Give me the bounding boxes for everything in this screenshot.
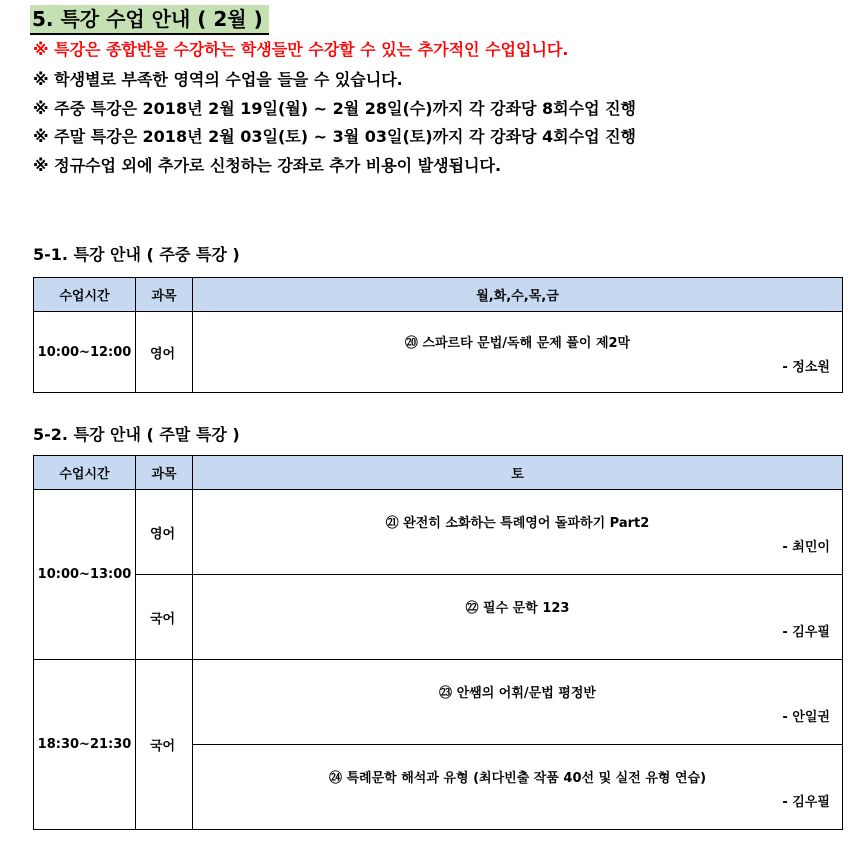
weekday-heading: 5-1. 특강 안내 ( 주중 특강 ) [33,245,240,264]
class-subject: 국어 [136,575,193,660]
course-cell [193,575,843,660]
notice-eligibility: ※ 특강은 종합반을 수강하는 학생들만 수강할 수 있는 추가적인 수업입니다. [33,40,569,59]
class-subject: 영어 [136,490,193,575]
class-time: 18:30~21:30 [34,660,136,830]
header-subject: 과목 [136,456,193,490]
course-title: ㉓ 안쌤의 어휘/문법 평정반 [439,686,596,701]
course-cell [193,312,843,393]
teacher-name: - 정소원 [782,360,830,375]
teacher-name: - 안일권 [782,710,830,725]
notice-extra-cost: ※ 정규수업 외에 추가로 신청하는 강좌로 추가 비용이 발생됩니다. [33,156,502,175]
weekend-heading: 5-2. 특강 안내 ( 주말 특강 ) [33,425,240,444]
header-days: 토 [193,456,843,490]
table-row [34,660,843,745]
page-title: 5. 특강 수업 안내 ( 2월 ) [30,5,269,35]
course-cell [193,660,843,745]
notice-weak-areas: ※ 학생별로 부족한 영역의 수업을 들을 수 있습니다. [33,70,403,89]
course-title: ㉒ 필수 문학 123 [465,601,570,616]
course-title: ㉑ 완전히 소화하는 특례영어 돌파하기 Part2 [385,516,650,531]
course-title: ⑳ 스파르타 문법/독해 문제 풀이 제2막 [404,336,631,351]
course-cell [193,745,843,830]
header-subject: 과목 [136,278,193,312]
class-subject: 영어 [136,312,193,393]
class-time: 10:00~13:00 [34,490,136,660]
class-time: 10:00~12:00 [34,312,136,393]
table-header-row [34,278,843,312]
table-header-row [34,456,843,490]
weekend-schedule-table [33,455,843,830]
teacher-name: - 최민이 [782,540,830,555]
notice-weekday-period: ※ 주중 특강은 2018년 2월 19일(월) ~ 2월 28일(수)까지 각 강좌당 8회수업 진행 [33,99,637,118]
weekday-schedule-table [33,277,843,393]
class-subject: 국어 [136,660,193,830]
course-title: ㉔ 특례문학 해석과 유형 (최다빈출 작품 40선 및 실전 유형 연습) [328,771,707,786]
table-row [34,575,843,660]
header-time: 수업시간 [34,456,136,490]
teacher-name: - 김우필 [782,625,830,640]
table-row [34,312,843,393]
teacher-name: - 김우필 [782,795,830,810]
header-days: 월,화,수,목,금 [193,278,843,312]
course-cell [193,490,843,575]
table-row [34,490,843,575]
header-time: 수업시간 [34,278,136,312]
notice-weekend-period: ※ 주말 특강은 2018년 2월 03일(토) ~ 3월 03일(토)까지 각 강좌당 4회수업 진행 [33,127,637,146]
